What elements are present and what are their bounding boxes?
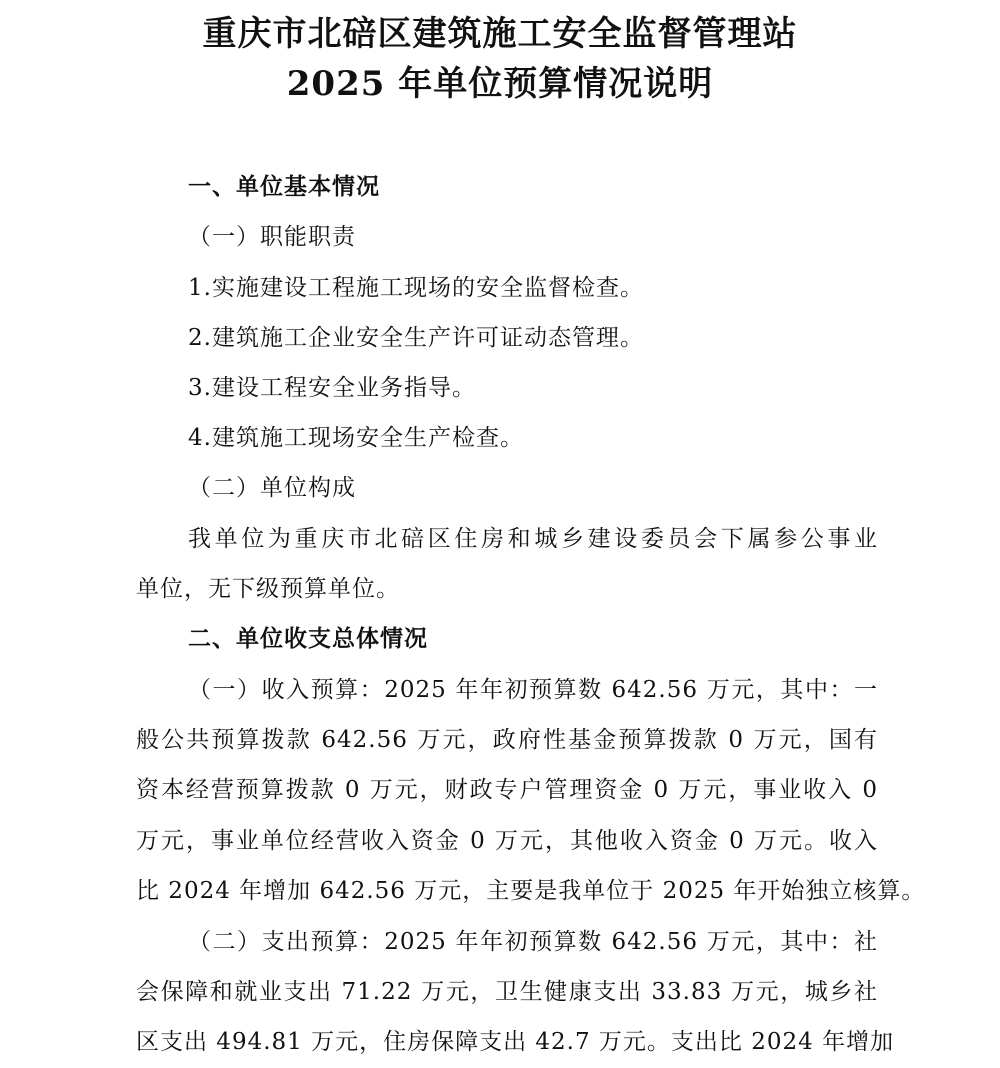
document-title-line-1: 重庆市北碚区建筑施工安全监督管理站	[202, 14, 798, 54]
expense-paragraph-line-1: （二）支出预算：2025 年年初预算数 642.56 万元，其中：社	[188, 929, 878, 955]
duty-item-2: 2.建筑施工企业安全生产许可证动态管理。	[188, 325, 644, 351]
income-paragraph-line-1: （一）收入预算：2025 年年初预算数 642.56 万元，其中：一	[188, 677, 878, 703]
duty-item-1: 1.实施建设工程施工现场的安全监督检查。	[188, 275, 644, 301]
subsection-2-heading: （二）单位构成	[188, 475, 356, 501]
expense-paragraph-line-3: 区支出 494.81 万元，住房保障支出 42.7 万元。支出比 2024 年增加	[136, 1029, 895, 1055]
subsection-1-heading: （一）职能职责	[188, 224, 356, 250]
composition-paragraph-line-2: 单位，无下级预算单位。	[136, 576, 400, 602]
income-paragraph-line-5: 比 2024 年增加 642.56 万元，主要是我单位于 2025 年开始独立核算。	[136, 878, 926, 904]
section-2-heading: 二、单位收支总体情况	[188, 626, 428, 652]
income-paragraph-line-2: 般公共预算拨款 642.56 万元，政府性基金预算拨款 0 万元，国有	[136, 727, 878, 753]
expense-paragraph-line-2: 会保障和就业支出 71.22 万元，卫生健康支出 33.83 万元，城乡社	[136, 979, 878, 1005]
income-paragraph-line-4: 万元，事业单位经营收入资金 0 万元，其他收入资金 0 万元。收入	[136, 828, 878, 854]
composition-paragraph-line-1: 我单位为重庆市北碚区住房和城乡建设委员会下属参公事业	[188, 526, 878, 552]
duty-item-4: 4.建筑施工现场安全生产检查。	[188, 425, 524, 451]
duty-item-3: 3.建设工程安全业务指导。	[188, 375, 476, 401]
income-paragraph-line-3: 资本经营预算拨款 0 万元，财政专户管理资金 0 万元，事业收入 0	[136, 777, 878, 803]
section-1-heading: 一、单位基本情况	[188, 174, 380, 200]
document-title-line-2: 2025 年单位预算情况说明	[286, 64, 714, 104]
